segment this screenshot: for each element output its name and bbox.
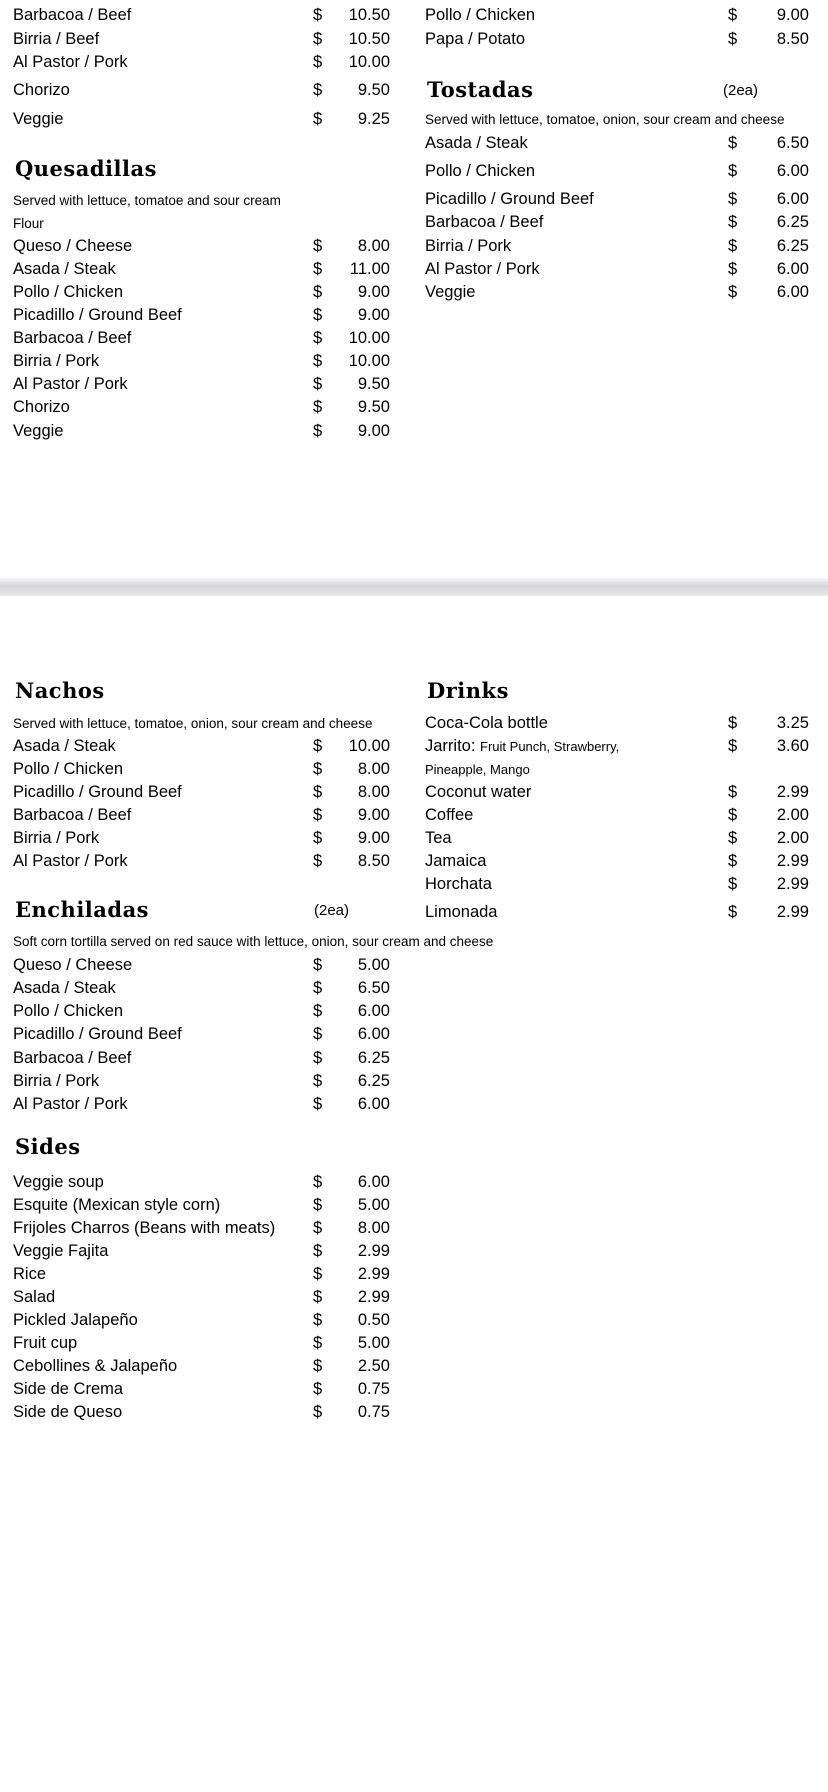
- item-name: Chorizo: [13, 81, 70, 99]
- dollar-sign: $: [728, 260, 738, 278]
- item-name: Birria / Pork: [425, 237, 512, 255]
- item-name: Asada / Steak: [13, 979, 116, 997]
- item-name: Barbacoa / Beef: [425, 213, 544, 231]
- item-price: 2.99: [776, 875, 809, 893]
- dollar-sign: $: [313, 1311, 323, 1329]
- item-name: Cebollines & Jalapeño: [13, 1357, 178, 1375]
- item-name: Salad: [13, 1288, 56, 1306]
- section-title: Enchiladas: [15, 897, 150, 922]
- dollar-sign: $: [728, 190, 738, 208]
- item-name: Tea: [425, 829, 452, 847]
- item-name: Veggie: [13, 422, 64, 440]
- item-name: Birria / Pork: [13, 829, 100, 847]
- dollar-sign: $: [313, 398, 323, 416]
- item-price: 11.00: [349, 260, 390, 278]
- dollar-sign: $: [313, 1219, 323, 1237]
- item-name: Jamaica: [425, 852, 487, 870]
- dollar-sign: $: [728, 283, 738, 301]
- item-name: Pollo / Chicken: [425, 162, 536, 180]
- item-name: Al Pastor / Pork: [13, 852, 128, 870]
- section-note: Served with lettuce, tomatoe, onion, sour cream and cheese: [13, 716, 373, 731]
- dollar-sign: $: [313, 806, 323, 824]
- item-name: Picadillo / Ground Beef: [425, 190, 594, 208]
- dollar-sign: $: [728, 829, 738, 847]
- item-name: Birria / Pork: [13, 352, 100, 370]
- item-price: 10.00: [348, 352, 390, 370]
- item-name: Pollo / Chicken: [13, 760, 124, 778]
- page1-left-column: [13, 0, 393, 580]
- dollar-sign: $: [313, 783, 323, 801]
- item-price: 8.00: [357, 1219, 390, 1237]
- item-name: Barbacoa / Beef: [13, 6, 132, 24]
- item-price: 6.00: [776, 283, 809, 301]
- dollar-sign: $: [313, 760, 323, 778]
- item-name: Frijoles Charros (Beans with meats): [13, 1219, 276, 1237]
- item-price: 6.00: [776, 190, 809, 208]
- item-price: 9.00: [357, 422, 390, 440]
- item-name: Chorizo: [13, 398, 70, 416]
- dollar-sign: $: [313, 260, 323, 278]
- item-price: 9.00: [357, 829, 390, 847]
- item-price: 10.50: [348, 30, 390, 48]
- section-note: Served with lettuce, tomatoe and sour cream: [13, 193, 281, 208]
- item-price: 2.99: [357, 1288, 390, 1306]
- section-note: Soft corn tortilla served on red sauce with lettuce, onion, sour cream and cheese: [13, 934, 494, 949]
- dollar-sign: $: [313, 956, 323, 974]
- item-name: Horchata: [425, 875, 492, 893]
- dollar-sign: $: [313, 1095, 323, 1113]
- item-name: Barbacoa / Beef: [13, 329, 132, 347]
- item-price: 2.00: [776, 829, 809, 847]
- item-price: 8.00: [357, 783, 390, 801]
- item-name: Limonada: [425, 903, 498, 921]
- item-price: 2.99: [776, 903, 809, 921]
- dollar-sign: $: [313, 1196, 323, 1214]
- dollar-sign: $: [728, 162, 738, 180]
- item-price: 9.50: [357, 81, 390, 99]
- item-price: 6.50: [357, 979, 390, 997]
- item-price: 10.00: [348, 329, 390, 347]
- item-price: 0.50: [357, 1311, 390, 1329]
- item-price: 6.00: [776, 162, 809, 180]
- item-price: 8.50: [357, 852, 390, 870]
- section-title: Quesadillas: [15, 156, 157, 181]
- item-price: 8.50: [776, 30, 809, 48]
- item-name: Barbacoa / Beef: [13, 806, 132, 824]
- item-name: Queso / Cheese: [13, 237, 133, 255]
- item-price: 9.00: [776, 6, 809, 24]
- dollar-sign: $: [728, 6, 738, 24]
- item-name: Al Pastor / Pork: [13, 375, 128, 393]
- item-name: Pollo / Chicken: [13, 1002, 124, 1020]
- item-name: Barbacoa / Beef: [13, 1049, 132, 1067]
- dollar-sign: $: [313, 110, 323, 128]
- item-name: Al Pastor / Pork: [425, 260, 540, 278]
- menu-page-2: [0, 596, 828, 1792]
- item-price: 9.00: [357, 306, 390, 324]
- dollar-sign: $: [313, 306, 323, 324]
- dollar-sign: $: [728, 875, 738, 893]
- dollar-sign: $: [313, 737, 323, 755]
- item-price: 10.00: [348, 737, 390, 755]
- item-name: Veggie soup: [13, 1173, 104, 1191]
- item-name: Asada / Steak: [425, 134, 528, 152]
- section-title: Tostadas: [427, 77, 534, 102]
- dollar-sign: $: [728, 783, 738, 801]
- item-name: Pollo / Chicken: [425, 6, 536, 24]
- page2-right-column: [425, 596, 820, 1786]
- drink-flavors-continued: Pineapple, Mango: [425, 762, 530, 777]
- dollar-sign: $: [313, 283, 323, 301]
- section-quantity: (2ea): [314, 902, 350, 919]
- item-name: Coca-Cola bottle: [425, 714, 548, 732]
- dollar-sign: $: [313, 352, 323, 370]
- dollar-sign: $: [313, 1049, 323, 1067]
- section-quantity: (2ea): [723, 82, 759, 99]
- item-name: Veggie Fajita: [13, 1242, 109, 1260]
- item-price: 3.25: [776, 714, 809, 732]
- item-name: Side de Queso: [13, 1403, 123, 1421]
- item-name: Coffee: [425, 806, 474, 824]
- drink-name: Jarrito:: [425, 737, 476, 755]
- item-price: 2.50: [357, 1357, 390, 1375]
- section-title: Sides: [15, 1134, 81, 1159]
- dollar-sign: $: [313, 1072, 323, 1090]
- dollar-sign: $: [728, 903, 738, 921]
- section-title: Nachos: [15, 678, 105, 703]
- item-price: 8.00: [357, 760, 390, 778]
- item-price: 6.00: [357, 1002, 390, 1020]
- item-name: Pickled Jalapeño: [13, 1311, 138, 1329]
- dollar-sign: $: [728, 737, 738, 755]
- dollar-sign: $: [313, 1002, 323, 1020]
- dollar-sign: $: [728, 852, 738, 870]
- item-name: Picadillo / Ground Beef: [13, 1025, 182, 1043]
- item-name: Fruit cup: [13, 1334, 78, 1352]
- item-name: Al Pastor / Pork: [13, 53, 128, 71]
- item-price: 0.75: [357, 1380, 390, 1398]
- item-price: 2.99: [776, 852, 809, 870]
- item-name: Birria / Pork: [13, 1072, 100, 1090]
- item-price: 6.00: [357, 1025, 390, 1043]
- item-name: Picadillo / Ground Beef: [13, 783, 182, 801]
- item-name: Veggie: [13, 110, 64, 128]
- dollar-sign: $: [313, 979, 323, 997]
- item-price: 6.00: [357, 1173, 390, 1191]
- item-price: 10.00: [348, 53, 390, 71]
- section-title: Drinks: [427, 678, 509, 703]
- item-price: 6.50: [776, 134, 809, 152]
- item-price: 5.00: [357, 956, 390, 974]
- item-price: 6.00: [776, 260, 809, 278]
- item-name: Al Pastor / Pork: [13, 1095, 128, 1113]
- item-name: Rice: [13, 1265, 47, 1283]
- item-name: Asada / Steak: [13, 737, 116, 755]
- item-price: 9.00: [357, 283, 390, 301]
- item-name: Pollo / Chicken: [13, 283, 124, 301]
- dollar-sign: $: [728, 30, 738, 48]
- page-divider: [0, 578, 828, 596]
- dollar-sign: $: [728, 213, 738, 231]
- item-name: Veggie: [425, 283, 476, 301]
- item-price: 0.75: [357, 1403, 390, 1421]
- item-name: Queso / Cheese: [13, 956, 133, 974]
- dollar-sign: $: [313, 1242, 323, 1260]
- item-name: Coconut water: [425, 783, 532, 801]
- item-price: 9.50: [357, 375, 390, 393]
- dollar-sign: $: [313, 375, 323, 393]
- item-price: 2.99: [357, 1242, 390, 1260]
- dollar-sign: $: [313, 852, 323, 870]
- item-price: 6.00: [357, 1095, 390, 1113]
- item-price: 10.50: [348, 6, 390, 24]
- dollar-sign: $: [313, 829, 323, 847]
- dollar-sign: $: [313, 1380, 323, 1398]
- dollar-sign: $: [313, 1173, 323, 1191]
- dollar-sign: $: [313, 1334, 323, 1352]
- drink-flavors: Fruit Punch, Strawberry,: [480, 739, 620, 754]
- dollar-sign: $: [313, 81, 323, 99]
- item-name: [425, 735, 619, 758]
- section-subnote: Flour: [13, 216, 44, 231]
- item-price: 9.00: [357, 806, 390, 824]
- dollar-sign: $: [313, 1265, 323, 1283]
- dollar-sign: $: [313, 1288, 323, 1306]
- dollar-sign: $: [313, 237, 323, 255]
- item-price: 6.25: [357, 1049, 390, 1067]
- page1-right-column: [425, 0, 820, 580]
- dollar-sign: $: [313, 30, 323, 48]
- item-name: Papa / Potato: [425, 30, 525, 48]
- dollar-sign: $: [313, 1025, 323, 1043]
- item-price: 2.00: [776, 806, 809, 824]
- dollar-sign: $: [313, 53, 323, 71]
- item-price: 9.50: [357, 398, 390, 416]
- item-price: 3.60: [776, 737, 809, 755]
- dollar-sign: $: [313, 422, 323, 440]
- item-name: Asada / Steak: [13, 260, 116, 278]
- dollar-sign: $: [728, 134, 738, 152]
- section-note: Served with lettuce, tomatoe, onion, sour cream and cheese: [425, 112, 785, 127]
- item-name: Side de Crema: [13, 1380, 124, 1398]
- item-price: 6.25: [776, 237, 809, 255]
- dollar-sign: $: [728, 714, 738, 732]
- item-price: 5.00: [357, 1334, 390, 1352]
- dollar-sign: $: [313, 1403, 323, 1421]
- dollar-sign: $: [728, 806, 738, 824]
- item-price: 2.99: [357, 1265, 390, 1283]
- item-price: 9.25: [357, 110, 390, 128]
- dollar-sign: $: [313, 6, 323, 24]
- item-price: 8.00: [357, 237, 390, 255]
- dollar-sign: $: [313, 1357, 323, 1375]
- item-price: 6.25: [357, 1072, 390, 1090]
- item-name: Esquite (Mexican style corn): [13, 1196, 221, 1214]
- item-price: 6.25: [776, 213, 809, 231]
- dollar-sign: $: [313, 329, 323, 347]
- dollar-sign: $: [728, 237, 738, 255]
- item-name: Picadillo / Ground Beef: [13, 306, 182, 324]
- item-price: 2.99: [776, 783, 809, 801]
- menu-page-1: [0, 0, 828, 590]
- item-name: Birria / Beef: [13, 30, 100, 48]
- item-price: 5.00: [357, 1196, 390, 1214]
